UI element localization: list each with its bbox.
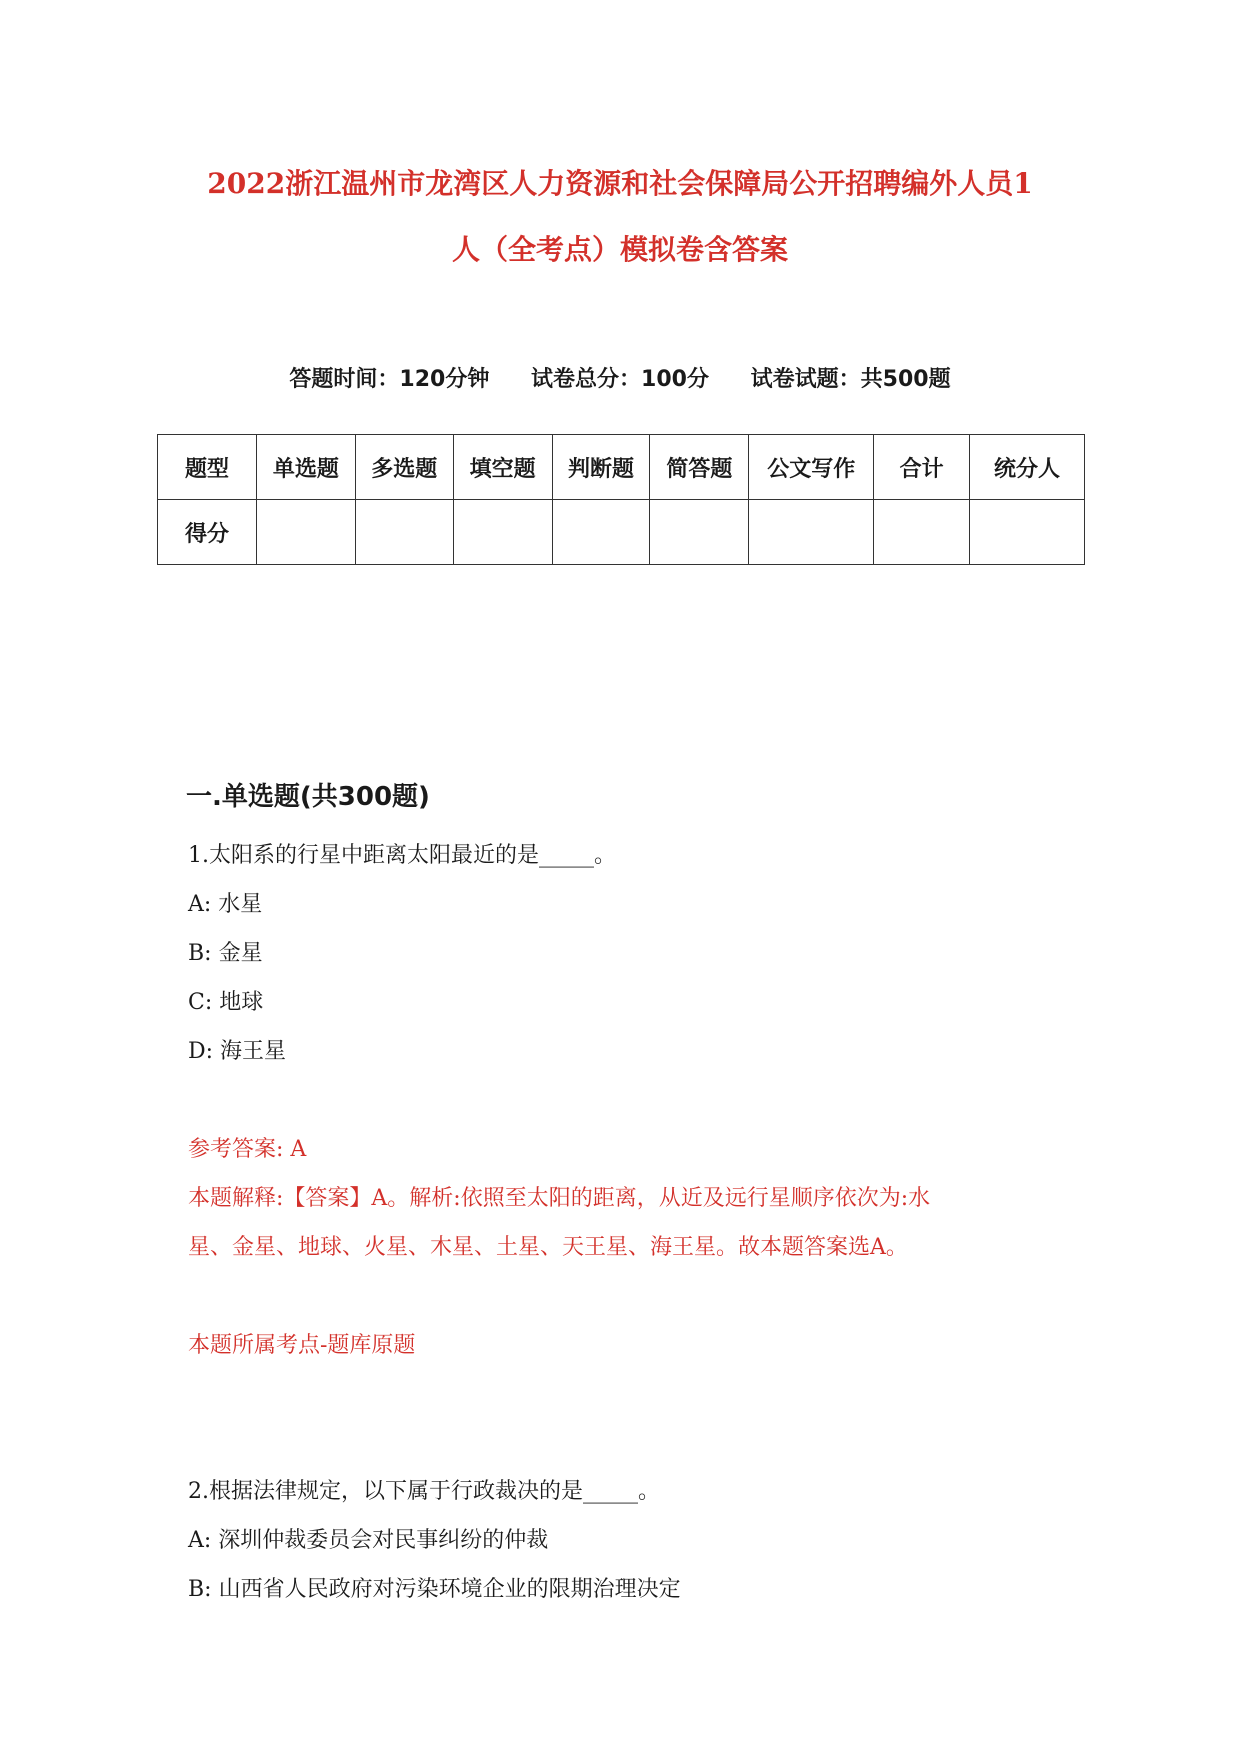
score-cell: [355, 500, 453, 565]
score-table-header-cell: 填空题: [453, 435, 552, 500]
score-cell: [650, 500, 749, 565]
question-1-explanation-line-2: 星、金星、地球、火星、木星、土星、天王星、海王星。故本题答案选A。: [188, 1235, 908, 1260]
score-table-score-row: [158, 500, 1085, 565]
score-table-header-cell: 公文写作: [749, 435, 874, 500]
question-2-stem: 2.根据法律规定，以下属于行政裁决的是_____。: [188, 1479, 660, 1504]
exam-total-score: 试卷总分：100分: [531, 367, 709, 392]
question-2-option-b: B: 山西省人民政府对污染环境企业的限期治理决定: [188, 1577, 681, 1602]
score-table-header-cell: 多选题: [355, 435, 453, 500]
question-1-option-d: D: 海王星: [188, 1039, 287, 1064]
exam-time: 答题时间：120分钟: [289, 367, 490, 392]
score-table-header-cell: 判断题: [552, 435, 650, 500]
score-table-header-row: [158, 435, 1085, 500]
question-1-option-a: A: 水星: [188, 892, 263, 917]
score-table-header-cell: 统分人: [970, 435, 1085, 500]
score-cell: [453, 500, 552, 565]
document-title-line-1: 2022浙江温州市龙湾区人力资源和社会保障局公开招聘编外人员1: [207, 167, 1033, 200]
question-1-stem: 1.太阳系的行星中距离太阳最近的是_____。: [188, 843, 616, 868]
exam-meta: [0, 362, 1240, 393]
score-cell: [552, 500, 650, 565]
question-1-option-b: B: 金星: [188, 941, 263, 966]
score-table-header-cell: 题型: [158, 435, 257, 500]
score-table-header-cell: 单选题: [256, 435, 355, 500]
score-cell: [256, 500, 355, 565]
score-row-label: 得分: [158, 500, 257, 565]
question-1-explanation-line-1: 本题解释:【答案】A。解析:依照至太阳的距离，从近及远行星顺序依次为:水: [188, 1186, 931, 1211]
exam-question-count: 试卷试题：共500题: [750, 367, 951, 392]
question-2-option-a: A: 深圳仲裁委员会对民事纠纷的仲裁: [188, 1528, 549, 1553]
document-title-line-2: 人（全考点）模拟卷含答案: [451, 233, 788, 266]
question-1-option-c: C: 地球: [188, 990, 264, 1015]
score-cell: [749, 500, 874, 565]
score-cell: [970, 500, 1085, 565]
question-1-answer: 参考答案: A: [188, 1137, 307, 1162]
score-cell: [874, 500, 970, 565]
question-1-source: 本题所属考点-题库原题: [188, 1333, 416, 1358]
score-table-header-cell: 简答题: [650, 435, 749, 500]
section-heading: 一.单选题(共300题): [186, 782, 430, 812]
score-table: [157, 434, 1085, 565]
score-table-header-cell: 合计: [874, 435, 970, 500]
